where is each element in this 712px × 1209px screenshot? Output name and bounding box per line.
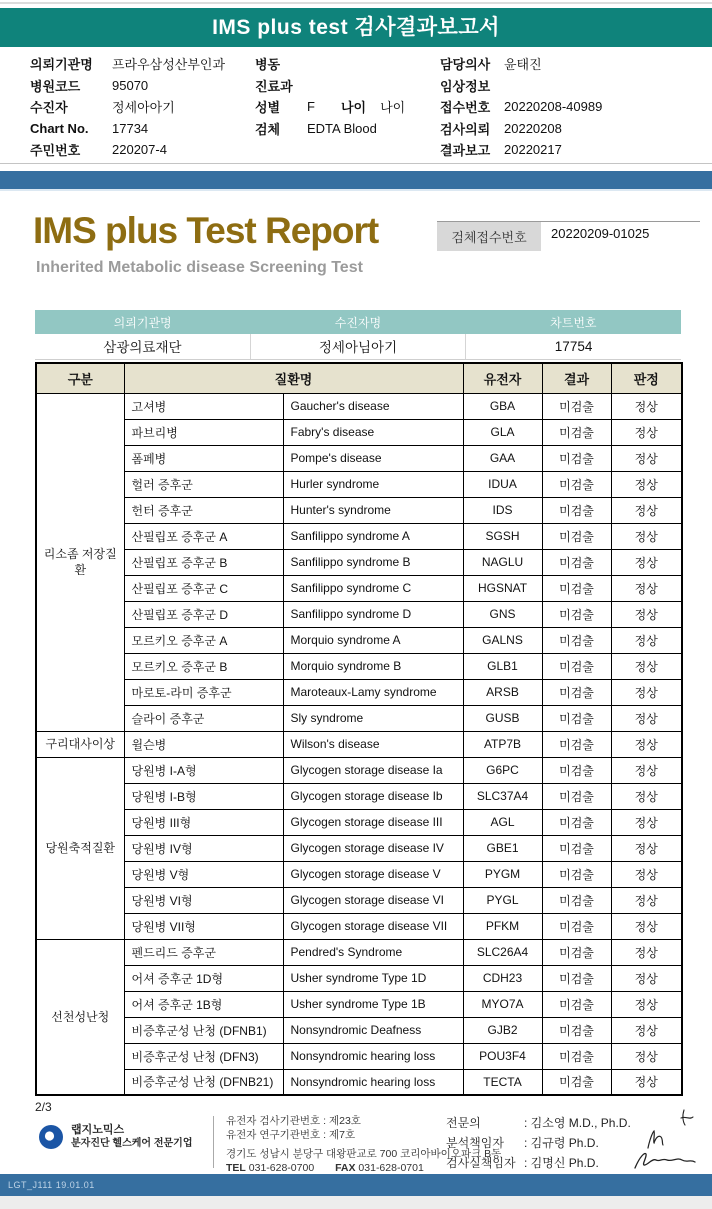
verdict-cell: 정상 [611,419,682,445]
disease-name-kor-cell: 당원병 V형 [124,861,283,887]
company-name: 랩지노믹스 [71,1124,125,1136]
result-cell: 미검출 [542,705,611,731]
table-row [36,627,682,653]
gene-cell: GALNS [463,627,542,653]
field-label: 검체 [255,121,281,137]
fax-label: FAX [335,1162,356,1174]
signer-role: 검사실책임자 [446,1155,516,1170]
table-row [36,809,682,835]
table-row [36,757,682,783]
disease-name-eng-cell: Gaucher's disease [283,393,463,419]
gene-cell: SLC26A4 [463,939,542,965]
signer-role: 전문의 [446,1115,481,1130]
table-row [36,1069,682,1095]
field-label: 접수번호 [440,100,491,116]
company-logo [38,1124,192,1150]
patient-info-row [440,118,702,140]
patient-info-row [440,75,702,97]
disease-name-eng-cell: Glycogen storage disease VI [283,887,463,913]
gene-cell: NAGLU [463,549,542,575]
result-cell: 미검출 [542,939,611,965]
report-title: IMS plus Test Report [33,210,379,251]
table-row [36,393,682,419]
verdict-cell: 정상 [611,393,682,419]
disease-name-eng-cell: Usher syndrome Type 1B [283,991,463,1017]
disease-name-eng-cell: Sanfilippo syndrome A [283,523,463,549]
cert-line-1: 유전자 검사기관번호 : 제23호 [226,1115,361,1127]
category-cell: 선천성난청 [36,939,124,1095]
gene-cell: GBA [463,393,542,419]
category-cell: 리소좀 저장질환 [36,393,124,731]
result-cell: 미검출 [542,445,611,471]
disease-name-kor-cell: 비증후군성 난청 (DFNB1) [124,1017,283,1043]
disease-name-header: 질환명 [124,363,463,393]
field-value: EDTA Blood [307,120,377,136]
gene-cell: CDH23 [463,965,542,991]
disease-name-eng-cell: Wilson's disease [283,731,463,757]
disease-name-kor-cell: 산필립포 증후군 B [124,549,283,575]
field-value: 프라우삼성산부인과 [112,57,226,73]
gene-cell: IDS [463,497,542,523]
disease-name-eng-cell: Nonsyndromic hearing loss [283,1043,463,1069]
patient-info-row [255,118,445,140]
verdict-cell: 정상 [611,861,682,887]
disease-name-eng-cell: Pompe's disease [283,445,463,471]
gene-cell: G6PC [463,757,542,783]
disease-name-eng-cell: Usher syndrome Type 1D [283,965,463,991]
patient-info-column-2 [255,53,445,139]
result-cell: 미검출 [542,419,611,445]
report-header-bar [0,8,712,47]
company-logo-text [71,1124,192,1150]
table-row [36,549,682,575]
result-cell: 미검출 [542,991,611,1017]
disease-name-kor-cell: 당원병 VI형 [124,887,283,913]
signature-row [446,1112,702,1132]
footer-divider-line [213,1116,214,1168]
result-cell: 미검출 [542,627,611,653]
client-name-value: 삼광의료재단 [35,334,250,359]
gene-cell: ATP7B [463,731,542,757]
table-row [36,783,682,809]
disease-name-kor-cell: 어셔 증후군 1B형 [124,991,283,1017]
results-header-row [36,363,682,393]
verdict-cell: 정상 [611,523,682,549]
gene-cell: PYGM [463,861,542,887]
top-hairline [0,2,712,4]
result-cell: 미검출 [542,471,611,497]
table-row [36,601,682,627]
disease-name-eng-cell: Nonsyndromic hearing loss [283,1069,463,1095]
verdict-cell: 정상 [611,783,682,809]
patient-info-row [30,53,255,75]
gene-cell: GAA [463,445,542,471]
test-results-table [35,362,683,1096]
result-cell: 미검출 [542,653,611,679]
section-divider-line [0,163,712,164]
table-row [36,835,682,861]
table-row [36,887,682,913]
patient-info-column-1 [30,53,255,161]
disease-name-kor-cell: 당원병 I-B형 [124,783,283,809]
field-label: 검사의뢰 [440,121,491,137]
client-info-value-row [35,334,681,359]
result-cell: 미검출 [542,393,611,419]
patient-info-row [440,96,702,118]
field-label: 수진자 [30,100,68,116]
verdict-cell: 정상 [611,809,682,835]
disease-name-kor-cell: 헌터 증후군 [124,497,283,523]
result-cell: 미검출 [542,523,611,549]
patient-info-row [255,96,445,118]
category-header: 구분 [36,363,124,393]
verdict-cell: 정상 [611,731,682,757]
table-row [36,1043,682,1069]
disease-name-eng-cell: Sanfilippo syndrome D [283,601,463,627]
gene-cell: GBE1 [463,835,542,861]
disease-name-eng-cell: Pendred's Syndrome [283,939,463,965]
client-name-header: 의뢰기관명 [35,310,250,334]
disease-name-eng-cell: Nonsyndromic Deafness [283,1017,463,1043]
disease-name-eng-cell: Morquio syndrome B [283,653,463,679]
verdict-cell: 정상 [611,627,682,653]
field-value: 20220208 [504,120,562,136]
table-row [36,731,682,757]
signature-row [446,1132,702,1152]
blue-divider-bar [0,171,712,191]
verdict-cell: 정상 [611,471,682,497]
table-row [36,471,682,497]
verdict-cell: 정상 [611,1043,682,1069]
report-header-title: IMS plus test 검사결과보고서 [212,16,500,39]
table-row [36,679,682,705]
result-cell: 미검출 [542,887,611,913]
verdict-cell: 정상 [611,679,682,705]
result-cell: 미검출 [542,497,611,523]
field-value: 95070 [112,77,149,93]
result-header: 결과 [542,363,611,393]
sample-number-box [437,221,700,251]
field-value: 나이 [380,100,406,116]
patient-info-row [30,96,255,118]
result-cell: 미검출 [542,965,611,991]
disease-name-kor-cell: 헐러 증후군 [124,471,283,497]
gene-cell: PYGL [463,887,542,913]
disease-name-eng-cell: Glycogen storage disease IV [283,835,463,861]
patient-name-header: 수진자명 [250,310,465,334]
disease-name-kor-cell: 산필립포 증후군 C [124,575,283,601]
verdict-header: 판정 [611,363,682,393]
field-value: 윤태진 [504,57,542,73]
field-value: 220207-4 [112,142,167,158]
disease-name-eng-cell: Glycogen storage disease V [283,861,463,887]
result-cell: 미검출 [542,731,611,757]
disease-name-eng-cell: Fabry's disease [283,419,463,445]
verdict-cell: 정상 [611,653,682,679]
field-value: 17734 [112,120,149,136]
field-value: 20220208-40989 [504,99,603,115]
field-label: 주민번호 [30,143,81,159]
field-label: 나이 [340,100,367,116]
result-cell: 미검출 [542,1069,611,1095]
disease-name-kor-cell: 마로토-라미 증후군 [124,679,283,705]
disease-name-eng-cell: Glycogen storage disease VII [283,913,463,939]
disease-name-kor-cell: 비증후군성 난청 (DFNB21) [124,1069,283,1095]
patient-info-row [255,53,445,75]
signer-role: 분석책임자 [446,1135,504,1150]
disease-name-eng-cell: Sanfilippo syndrome B [283,549,463,575]
field-label: 진료과 [255,78,293,94]
result-cell: 미검출 [542,861,611,887]
field-value: F [307,99,315,115]
gene-cell: POU3F4 [463,1043,542,1069]
disease-name-eng-cell: Maroteaux-Lamy syndrome [283,679,463,705]
patient-info-row [30,75,255,97]
disease-name-kor-cell: 산필립포 증후군 D [124,601,283,627]
field-label: 병동 [255,57,281,73]
verdict-cell: 정상 [611,575,682,601]
disease-name-kor-cell: 어셔 증후군 1D형 [124,965,283,991]
chart-number-header: 차트번호 [466,310,681,334]
verdict-cell: 정상 [611,445,682,471]
disease-name-kor-cell: 당원병 IV형 [124,835,283,861]
patient-info-row [30,118,255,140]
table-row [36,965,682,991]
disease-name-kor-cell: 모르키오 증후군 A [124,627,283,653]
disease-name-kor-cell: 파브리병 [124,419,283,445]
disease-name-eng-cell: Hunter's syndrome [283,497,463,523]
table-row [36,445,682,471]
disease-name-kor-cell: 펜드리드 증후군 [124,939,283,965]
fax-value: 031-628-0701 [358,1162,424,1174]
disease-name-kor-cell: 폼페병 [124,445,283,471]
table-row [36,861,682,887]
gene-cell: GLB1 [463,653,542,679]
verdict-cell: 정상 [611,1017,682,1043]
result-cell: 미검출 [542,679,611,705]
table-row [36,497,682,523]
disease-name-kor-cell: 슬라이 증후군 [124,705,283,731]
disease-name-kor-cell: 비증후군성 난청 (DFN3) [124,1043,283,1069]
chart-number-value: 17754 [466,334,681,359]
verdict-cell: 정상 [611,887,682,913]
company-tagline: 분자진단 헬스케어 전문기업 [71,1138,193,1149]
table-row [36,523,682,549]
sample-number-value: 20220209-01025 [551,226,650,241]
gene-header: 유전자 [463,363,542,393]
verdict-cell: 정상 [611,1069,682,1095]
result-cell: 미검출 [542,549,611,575]
disease-name-kor-cell: 윌슨병 [124,731,283,757]
patient-name-value: 정세아님아기 [250,334,465,359]
tel-value: 031-628-0700 [248,1162,315,1174]
gene-cell: GNS [463,601,542,627]
result-cell: 미검출 [542,809,611,835]
bottom-margin-strip [0,1196,712,1209]
disease-name-kor-cell: 모르키오 증후군 B [124,653,283,679]
form-code: LGT_J111 19.01.01 [8,1180,95,1190]
field-value: 정세아아기 [112,100,175,116]
verdict-cell: 정상 [611,601,682,627]
result-cell: 미검출 [542,913,611,939]
patient-info-row [440,53,702,75]
gene-cell: GJB2 [463,1017,542,1043]
field-label: 병원코드 [30,78,81,94]
table-row [36,991,682,1017]
signer-name: : 김소영 M.D., Ph.D. [524,1115,631,1130]
disease-name-kor-cell: 산필립포 증후군 A [124,523,283,549]
report-subtitle: Inherited Metabolic disease Screening Test [36,259,363,276]
field-label: 성별 [255,100,281,116]
gene-cell: GUSB [463,705,542,731]
gene-cell: SGSH [463,523,542,549]
disease-name-kor-cell: 당원병 III형 [124,809,283,835]
client-info-header-row [35,310,681,334]
result-cell: 미검출 [542,757,611,783]
table-row [36,939,682,965]
disease-name-kor-cell: 당원병 I-A형 [124,757,283,783]
signer-name: : 김명신 Ph.D. [524,1155,599,1170]
disease-name-kor-cell: 당원병 VII형 [124,913,283,939]
page-number: 2/3 [35,1100,52,1114]
verdict-cell: 정상 [611,991,682,1017]
field-label: 결과보고 [440,143,491,159]
gene-cell: MYO7A [463,991,542,1017]
patient-info-column-3 [440,53,702,161]
field-label: 담당의사 [440,57,491,73]
disease-name-eng-cell: Sanfilippo syndrome C [283,575,463,601]
category-cell: 당원축적질환 [36,757,124,939]
form-code-bar [0,1174,712,1196]
gene-cell: SLC37A4 [463,783,542,809]
gene-cell: GLA [463,419,542,445]
field-label: 의뢰기관명 [30,57,93,73]
disease-name-eng-cell: Hurler syndrome [283,471,463,497]
result-cell: 미검출 [542,835,611,861]
gene-cell: PFKM [463,913,542,939]
result-cell: 미검출 [542,601,611,627]
disease-name-eng-cell: Sly syndrome [283,705,463,731]
gene-cell: IDUA [463,471,542,497]
field-label: 임상정보 [440,78,491,94]
verdict-cell: 정상 [611,497,682,523]
table-row [36,705,682,731]
gene-cell: TECTA [463,1069,542,1095]
patient-info-row [255,75,445,97]
company-logo-icon [38,1124,64,1150]
result-cell: 미검출 [542,575,611,601]
table-row [36,653,682,679]
signature-block [446,1112,702,1172]
verdict-cell: 정상 [611,757,682,783]
cert-line-2: 유전자 연구기관번호 : 제7호 [226,1129,356,1141]
company-address: 경기도 성남시 분당구 대왕판교로 700 코리아바이오파크 B동 [226,1148,502,1160]
disease-name-eng-cell: Glycogen storage disease Ia [283,757,463,783]
tel-label: TEL [226,1162,246,1174]
disease-name-eng-cell: Glycogen storage disease III [283,809,463,835]
result-cell: 미검출 [542,783,611,809]
sample-number-label: 검체접수번호 [437,222,541,251]
result-cell: 미검출 [542,1043,611,1069]
verdict-cell: 정상 [611,965,682,991]
table-row [36,575,682,601]
verdict-cell: 정상 [611,705,682,731]
table-row [36,419,682,445]
client-info-table [35,310,681,360]
verdict-cell: 정상 [611,913,682,939]
field-label: Chart No. [30,120,89,136]
signature-row [446,1152,702,1172]
gene-cell: HGSNAT [463,575,542,601]
verdict-cell: 정상 [611,939,682,965]
gene-cell: AGL [463,809,542,835]
disease-name-eng-cell: Glycogen storage disease Ib [283,783,463,809]
table-row [36,1017,682,1043]
disease-name-eng-cell: Morquio syndrome A [283,627,463,653]
verdict-cell: 정상 [611,835,682,861]
verdict-cell: 정상 [611,549,682,575]
result-cell: 미검출 [542,1017,611,1043]
patient-info-row [30,139,255,161]
gene-cell: ARSB [463,679,542,705]
field-value: 20220217 [504,142,562,158]
signer-name: : 김규령 Ph.D. [524,1135,599,1150]
table-row [36,913,682,939]
patient-info-row [440,139,702,161]
category-cell: 구리대사이상 [36,731,124,757]
disease-name-kor-cell: 고셔병 [124,393,283,419]
